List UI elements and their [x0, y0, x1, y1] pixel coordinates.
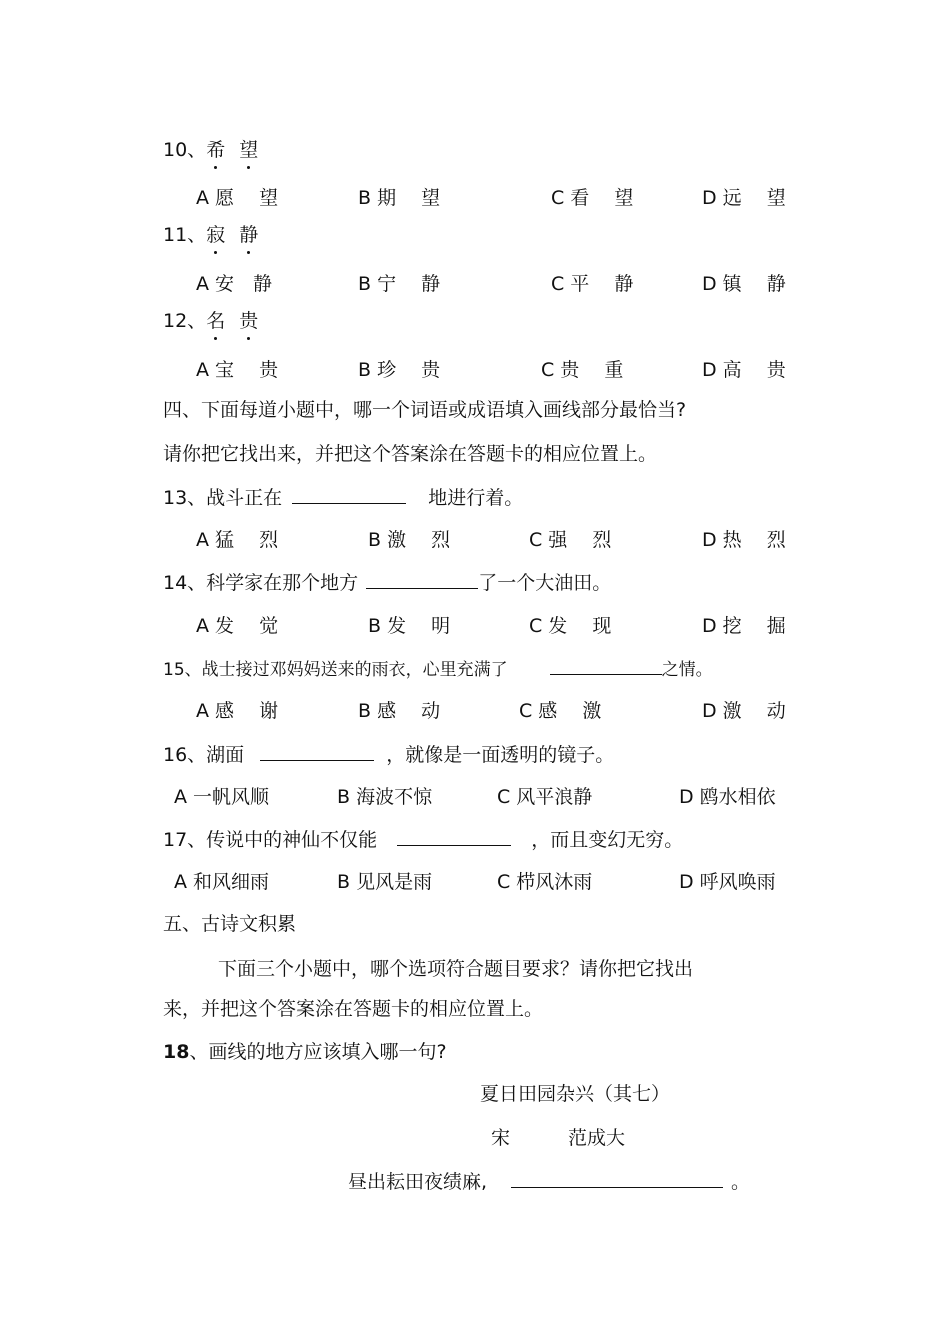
- option-c: C 栉风沐雨: [497, 871, 593, 893]
- answer-blank: [366, 570, 478, 589]
- question-stem-end: 了一个大油田。: [478, 572, 612, 594]
- question-16: [163, 742, 614, 767]
- option-d: D 鸥水相依: [679, 786, 776, 808]
- option-a: A 感 谢: [196, 700, 279, 722]
- option-a: A 宝 贵: [196, 359, 279, 381]
- option-a: A 和风细雨: [174, 871, 270, 893]
- question-number: 11、: [163, 224, 207, 246]
- option-c: C 感 激: [519, 700, 602, 722]
- section-5-instruction-cont: 来，并把这个答案涂在答题卡的相应位置上。: [163, 998, 544, 1020]
- option-b: B 激 烈: [368, 529, 451, 551]
- option-d: D 高 贵: [702, 359, 786, 381]
- question-stem-end: ，而且变幻无穷。: [531, 829, 684, 851]
- option-a: A 发 觉: [196, 615, 279, 637]
- poem-line-1: 昼出耘田夜绩麻,: [348, 1171, 488, 1193]
- dotted-char: 望: [239, 139, 259, 161]
- question-stem: 14、科学家在那个地方: [163, 572, 359, 594]
- section-4-heading: 四、下面每道小题中，哪一个词语或成语填入画线部分最恰当?: [163, 399, 687, 421]
- question-18: [163, 1040, 447, 1064]
- answer-blank: [260, 742, 374, 761]
- question-stem-end: 地进行着。: [428, 487, 524, 509]
- dotted-char: 静: [239, 224, 259, 246]
- poem-title: 夏日田园杂兴（其七）: [480, 1083, 671, 1105]
- question-10: [163, 138, 258, 162]
- poem-line: [348, 1169, 750, 1194]
- dotted-char: 贵: [239, 310, 259, 332]
- section-4-instruction: 请你把它找出来，并把这个答案涂在答题卡的相应位置上。: [163, 443, 658, 465]
- poem-dynasty: 宋: [491, 1127, 511, 1149]
- option-b: B 海波不惊: [337, 786, 433, 808]
- option-a: A 安 静: [196, 273, 273, 295]
- option-c: C 贵 重: [541, 359, 624, 381]
- option-c: C 看 望: [551, 187, 634, 209]
- option-c: C 强 烈: [529, 529, 612, 551]
- option-a: A 一帆风顺: [174, 786, 270, 808]
- option-a: A 愿 望: [196, 187, 279, 209]
- question-12: [163, 309, 258, 333]
- question-13: [163, 485, 523, 510]
- option-b: B 期 望: [358, 187, 441, 209]
- option-b: B 发 明: [368, 615, 451, 637]
- question-14: [163, 570, 611, 595]
- option-c: C 发 现: [529, 615, 612, 637]
- section-5-heading: 五、古诗文积累: [163, 913, 297, 935]
- option-c: C 风平浪静: [497, 786, 593, 808]
- question-stem: 17、传说中的神仙不仅能: [163, 829, 378, 851]
- question-stem-end: ，就像是一面透明的镜子。: [386, 744, 615, 766]
- question-stem: 16、湖面: [163, 744, 245, 766]
- question-number: 18: [163, 1041, 190, 1063]
- option-c: C 平 静: [551, 273, 634, 295]
- dotted-char: 希: [206, 139, 226, 161]
- poem-author: 范成大: [568, 1127, 626, 1149]
- option-b: B 见风是雨: [337, 871, 433, 893]
- answer-blank: [511, 1169, 723, 1188]
- answer-blank: [550, 656, 662, 675]
- dotted-char: 名: [206, 310, 226, 332]
- option-d: D 热 烈: [702, 529, 786, 551]
- question-number: 10、: [163, 139, 207, 161]
- option-b: B 感 动: [358, 700, 441, 722]
- answer-blank: [292, 485, 406, 504]
- question-stem: 13、战斗正在: [163, 487, 283, 509]
- question-number: 12、: [163, 310, 207, 332]
- answer-blank: [397, 827, 511, 846]
- dotted-char: 寂: [206, 224, 226, 246]
- section-5-instruction: 下面三个小题中，哪个选项符合题目要求？请你把它找出: [218, 958, 694, 980]
- option-d: D 远 望: [702, 187, 786, 209]
- question-17: [163, 827, 683, 852]
- question-15: [163, 656, 713, 682]
- option-a: A 猛 烈: [196, 529, 279, 551]
- question-11: [163, 223, 258, 247]
- option-d: D 镇 静: [702, 273, 786, 295]
- option-b: B 珍 贵: [358, 359, 441, 381]
- poem-line-end: 。: [731, 1171, 751, 1193]
- question-stem: 、画线的地方应该填入哪一句?: [189, 1041, 447, 1063]
- question-stem: 15、战士接过邓妈妈送来的雨衣，心里充满了: [163, 660, 508, 680]
- question-stem-end: 之情。: [661, 660, 713, 680]
- option-d: D 呼风唤雨: [679, 871, 776, 893]
- option-b: B 宁 静: [358, 273, 441, 295]
- option-d: D 挖 掘: [702, 615, 786, 637]
- option-d: D 激 动: [702, 700, 786, 722]
